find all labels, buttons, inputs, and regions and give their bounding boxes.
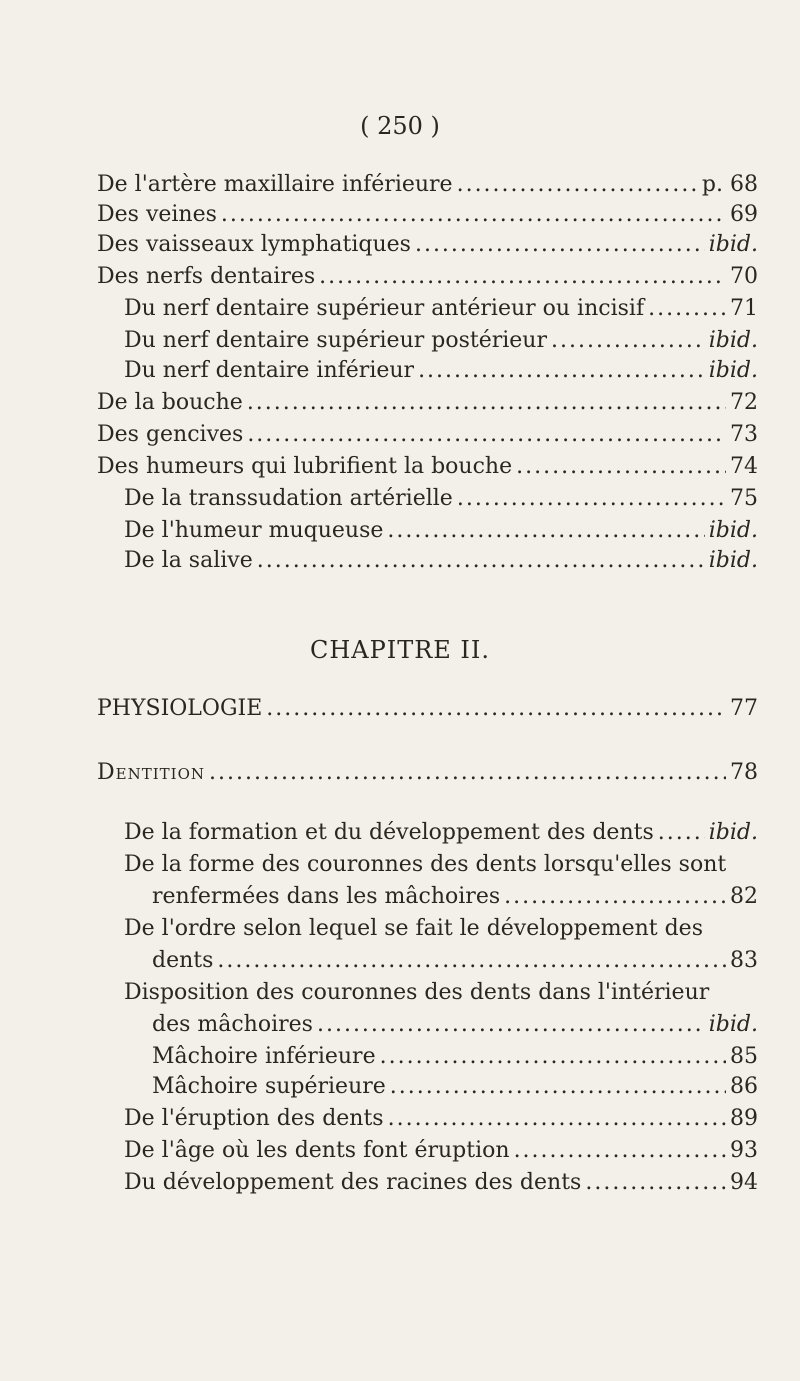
toc-entry [0, 694, 800, 724]
entry-title: Dentition [97, 760, 205, 785]
dot-leader [585, 1168, 726, 1198]
entry-page: p. 68 [701, 172, 758, 197]
dot-leader [504, 882, 726, 912]
dot-leader [217, 946, 726, 976]
entry-page: 83 [730, 948, 758, 973]
entry-title: Du nerf dentaire supérieur postérieur [124, 328, 547, 353]
dot-leader [387, 516, 704, 546]
dot-leader [317, 1010, 705, 1040]
entry-page: ibid. [708, 1012, 758, 1037]
entry-title: De la formation et du développement des dents [124, 820, 654, 845]
entry-title: Mâchoire inférieure [152, 1044, 376, 1069]
entry-page: 94 [730, 1170, 758, 1195]
toc-entry [0, 946, 800, 976]
entry-page: 74 [730, 454, 758, 479]
toc-entry [0, 1010, 800, 1040]
entry-title: De la bouche [97, 390, 243, 415]
toc-entry [0, 546, 800, 576]
page-number: ( 250 ) [360, 112, 440, 140]
dot-leader [388, 1104, 726, 1134]
entry-title: Mâchoire supérieure [152, 1074, 386, 1099]
toc-entry [0, 170, 800, 200]
entry-title: Du nerf dentaire inférieur [124, 358, 415, 383]
entry-page: 71 [730, 296, 758, 321]
dot-leader [247, 388, 726, 418]
toc-entry [0, 758, 800, 788]
entry-page: 78 [730, 760, 758, 785]
entry-page: ibid. [708, 518, 758, 543]
toc-entry [0, 1104, 800, 1134]
entry-title: De l'âge où les dents font éruption [124, 1138, 510, 1163]
toc-entry-line: De la forme des couronnes des dents lorsqu'elles sont [124, 852, 727, 877]
dot-leader [514, 1136, 726, 1166]
dot-leader [266, 694, 726, 724]
toc-entry-line: De l'ordre selon lequel se fait le développement des [124, 916, 703, 941]
toc-entry-line: Disposition des couronnes des dents dans l'intérieur [124, 980, 710, 1005]
entry-page: 86 [730, 1074, 758, 1099]
entry-title: De l'éruption des dents [124, 1106, 384, 1131]
toc-entry [0, 1042, 800, 1072]
dot-leader [457, 484, 726, 514]
entry-title: PHYSIOLOGIE [97, 696, 263, 721]
entry-title: renfermées dans les mâchoires [152, 884, 501, 909]
entry-title: De la salive [124, 548, 253, 573]
toc-entry [0, 1072, 800, 1102]
dot-leader [415, 230, 705, 260]
entry-title: dents [152, 948, 214, 973]
toc-entry [0, 484, 800, 514]
dot-leader [209, 758, 726, 788]
entry-page: 73 [730, 422, 758, 447]
toc-entry [0, 516, 800, 546]
entry-title: Des nerfs dentaires [97, 264, 316, 289]
toc-entry [0, 356, 800, 386]
entry-page: 72 [730, 390, 758, 415]
entry-page: 69 [730, 202, 758, 227]
toc-entry [0, 262, 800, 292]
entry-page: 89 [730, 1106, 758, 1131]
entry-title: De l'humeur muqueuse [124, 518, 384, 543]
entry-page: 93 [730, 1138, 758, 1163]
entry-title: Des humeurs qui lubrifient la bouche [97, 454, 513, 479]
entry-page: 77 [730, 696, 758, 721]
toc-entry [0, 420, 800, 450]
dot-leader [516, 452, 726, 482]
dot-leader [390, 1072, 726, 1102]
dot-leader [457, 170, 698, 200]
entry-page: ibid. [708, 358, 758, 383]
entry-title: Des vaisseaux lymphatiques [97, 232, 411, 257]
entry-page: 85 [730, 1044, 758, 1069]
toc-entry [0, 388, 800, 418]
dot-leader [257, 546, 705, 576]
entry-title: De l'artère maxillaire inférieure [97, 172, 453, 197]
entry-title: Des veines [97, 202, 217, 227]
entry-title: des mâchoires [152, 1012, 313, 1037]
entry-title: Du nerf dentaire supérieur antérieur ou incisif [124, 296, 645, 321]
entry-page: ibid. [708, 232, 758, 257]
toc-entry [0, 1136, 800, 1166]
dot-leader [221, 200, 726, 230]
chapter-heading: CHAPITRE II. [309, 636, 491, 664]
dot-leader [551, 326, 705, 356]
entry-title: Du développement des racines des dents [124, 1170, 582, 1195]
dot-leader [658, 818, 705, 848]
entry-title: Des gencives [97, 422, 244, 447]
entry-title: De la transsudation artérielle [124, 486, 453, 511]
toc-entry [0, 230, 800, 260]
toc-entry [0, 326, 800, 356]
entry-page: 70 [730, 264, 758, 289]
entry-page: 82 [730, 884, 758, 909]
toc-entry [0, 818, 800, 848]
dot-leader [247, 420, 726, 450]
dot-leader [418, 356, 705, 386]
entry-page: ibid. [708, 328, 758, 353]
entry-page: ibid. [708, 548, 758, 573]
toc-entry [0, 1168, 800, 1198]
entry-page: ibid. [708, 820, 758, 845]
toc-entry [0, 452, 800, 482]
toc-entry [0, 882, 800, 912]
entry-page: 75 [730, 486, 758, 511]
dot-leader [648, 294, 726, 324]
dot-leader [380, 1042, 726, 1072]
toc-entry [0, 200, 800, 230]
dot-leader [319, 262, 726, 292]
toc-entry [0, 294, 800, 324]
